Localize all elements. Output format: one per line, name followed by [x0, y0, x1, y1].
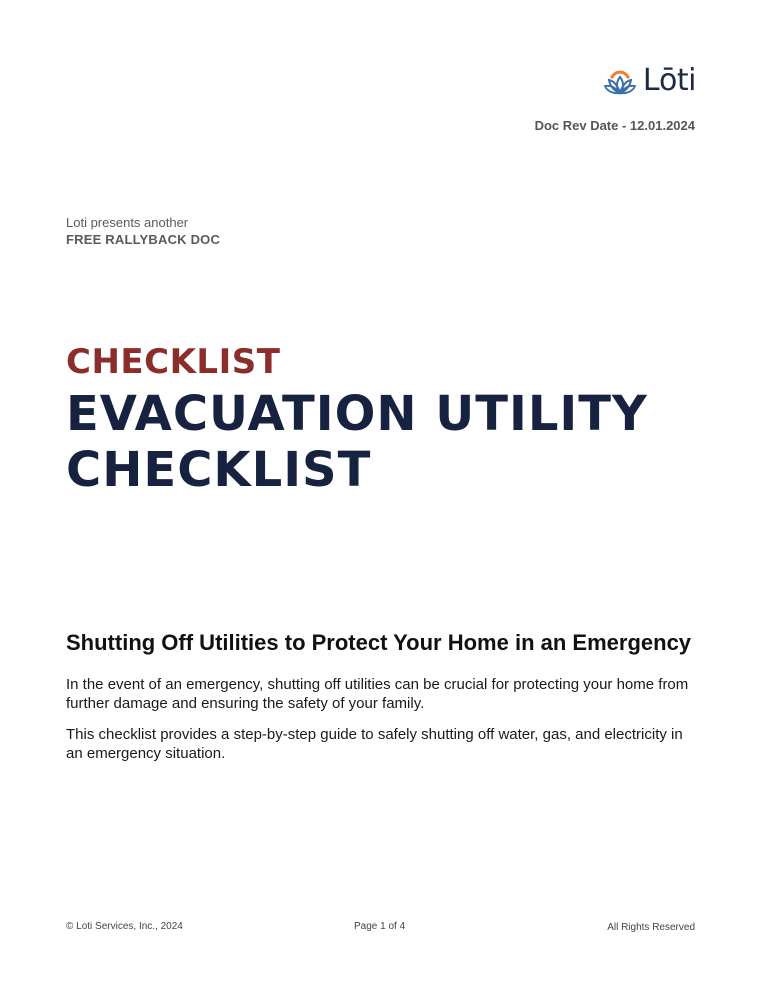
- footer-page-number: Page 1 of 4: [354, 921, 406, 932]
- footer-copyright: © Loti Services, Inc., 2024: [66, 921, 183, 932]
- footer-rights: All Rights Reserved: [607, 922, 695, 933]
- title-line-2: CHECKLIST: [66, 442, 372, 498]
- title-block: [66, 342, 706, 498]
- title-line-1: EVACUATION UTILITY: [66, 386, 648, 442]
- presents-line: Loti presents another: [66, 215, 189, 230]
- logo-text: Lōti: [642, 63, 696, 98]
- title-eyebrow: CHECKLIST: [66, 342, 281, 382]
- loti-logo: [603, 64, 696, 98]
- doc-revision-date: Doc Rev Date - 12.01.2024: [534, 118, 695, 133]
- section-paragraph: In the event of an emergency, shutting off utilities can be crucial for protecting your home from further damage and ensuring the safety of your family.: [66, 676, 689, 712]
- intro-block: [66, 214, 220, 248]
- section-paragraph: This checklist provides a step-by-step guide to safely shutting off water, gas, and electricity in an emergency situation.: [66, 726, 683, 762]
- lotus-logo-icon: [603, 64, 637, 98]
- doc-kicker: FREE RALLYBACK DOC: [66, 232, 221, 247]
- section-heading: Shutting Off Utilities to Protect Your Home in an Emergency: [66, 630, 692, 655]
- page-title: [66, 386, 706, 498]
- intro-section: [66, 628, 696, 775]
